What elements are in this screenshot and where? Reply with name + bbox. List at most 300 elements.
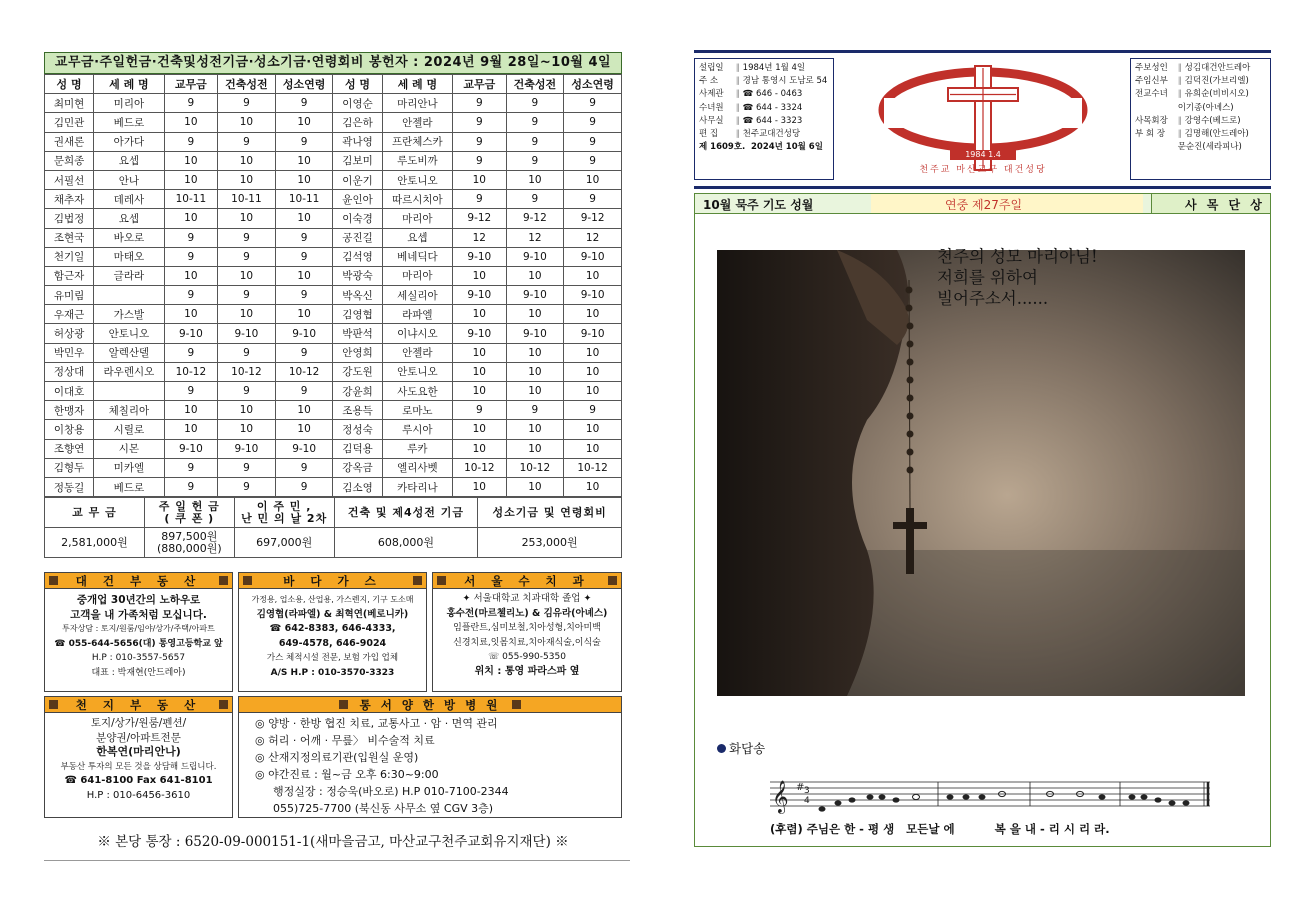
table-row [45,170,622,189]
table-cell: 9-10 [218,439,276,458]
table-cell: 10 [218,151,276,170]
table-cell: 9 [164,286,217,305]
table-cell: 10 [164,151,217,170]
table-cell: 9-10 [506,247,564,266]
table-cell: 10 [218,401,276,420]
table-cell: 10 [164,170,217,189]
ad-title: 서 울 수 치 과 [464,574,590,588]
table-cell: 함근자 [45,266,94,285]
info-line: 주보성인 ∥ 성김대건안드레아 [1135,63,1251,73]
column-header: 교무금 [164,75,217,94]
table-cell: 바오로 [94,228,165,247]
table-row [45,401,622,420]
summary-header-sunday: 주 일 헌 금 ( 쿠 폰 ) [144,498,234,528]
parish-bank-account: ※ 본당 통장 : 6520-09-000151-1(새마을금고, 마산교구천주교회유지재단) ※ [97,834,569,850]
table-cell: 10-12 [564,458,622,477]
table-cell: 9 [164,247,217,266]
table-cell: 9 [506,113,564,132]
table-cell: 박광숙 [333,266,382,285]
table-row [45,477,622,496]
prayer-line: 저희를 위하여 [937,268,1038,287]
header-bottom-rule [694,186,1271,189]
info-line: 수녀원 ∥ ☎ 644 - 3324 [699,102,803,113]
table-cell: 정동길 [45,477,94,496]
summary-header-building: 건축 및 제4성전 기금 [334,498,478,528]
column-header: 건축성전 [218,75,276,94]
table-cell: 9 [564,190,622,209]
info-line: 문순진(세라피나) [1177,142,1242,153]
table-cell: 로마노 [382,401,453,420]
table-cell: 권새론 [45,132,94,151]
table-cell: 10 [564,170,622,189]
table-cell: 안젤라 [382,343,453,362]
table-cell: 9 [506,132,564,151]
table-cell: 9-10 [564,286,622,305]
table-cell: 이대호 [45,382,94,401]
summary-value-building: 608,000원 [334,528,478,558]
table-cell: 김영협 [333,305,382,324]
table-cell: 9 [453,132,506,151]
table-cell: 9-10 [506,324,564,343]
table-cell: 김석영 [333,247,382,266]
table-cell: 9 [218,132,276,151]
table-cell: 9 [453,94,506,113]
table-cell: 9 [506,151,564,170]
table-cell: 서필선 [45,170,94,189]
table-cell: 김법정 [45,209,94,228]
info-line: 주임신부 ∥ 김덕진(가브리엘) [1135,76,1249,87]
table-cell: 9 [453,190,506,209]
column-header: 세 례 명 [94,75,165,94]
table-cell: 10 [275,305,333,324]
table-cell: 요셉 [94,209,165,228]
table-cell: 9 [275,94,333,113]
table-cell: 이영순 [333,94,382,113]
table-cell: 10 [275,113,333,132]
summary-header-vocation: 성소기금 및 연령회비 [478,498,622,528]
table-cell: 안젤라 [382,113,453,132]
table-cell: 데레사 [94,190,165,209]
table-cell: 10 [564,343,622,362]
table-cell: 10 [564,420,622,439]
ad-tongseo-hospital: 통 서 양 한 방 병 원 ◎ 양방 · 한방 협진 치료, 교통사고 · 암 · 면역 관리 ◎ 허리 · 어깨 · 무릎〉 비수술적 치료 ◎ 산재지정의료기관(입원실 운영) ◎ 야간진료 : 월~금 오후 6:30~9:00 행정실장 : 정승욱(바오로) H.P 010-7100-2344 055)725-7700 (북신동 사무소 옆 CGV 3층) [238,696,622,818]
info-line: 사목회장 ∥ 강영수(베드로) [1135,115,1241,126]
table-cell: 9 [218,458,276,477]
section-bar [695,194,1270,214]
info-line: 제 1609호. 2024년 10월 6일 [699,142,823,153]
table-cell: 9 [453,151,506,170]
table-cell: 10 [218,305,276,324]
marian-prayer [937,246,1098,309]
table-row [45,94,622,113]
ad-title: 바 다 가 스 [283,574,382,588]
table-cell: 10 [506,266,564,285]
table-row [45,286,622,305]
table-cell: 9-12 [564,209,622,228]
info-line: 부 회 장 ∥ 김명해(안드레아) [1135,129,1249,140]
table-cell: 9 [564,113,622,132]
table-cell: 9-10 [275,324,333,343]
ad-title: 대 건 부 동 산 [75,574,202,588]
table-cell: 9 [164,94,217,113]
table-cell: 9 [218,247,276,266]
table-cell: 10 [218,209,276,228]
table-cell: 10-12 [453,458,506,477]
table-cell: 요셉 [382,228,453,247]
table-cell: 9 [506,94,564,113]
ad-title: 천 지 부 동 산 [75,698,202,712]
table-cell: 9 [275,132,333,151]
table-cell: 가스발 [94,305,165,324]
table-cell: 김민관 [45,113,94,132]
table-cell: 베네딕다 [382,247,453,266]
table-cell: 10 [564,305,622,324]
table-cell: 10 [506,439,564,458]
svg-text:#: # [796,782,805,793]
table-cell: 10 [506,382,564,401]
psalm-sheet-music [770,774,1210,834]
table-cell: 9-10 [275,439,333,458]
parish-info-left [694,58,834,180]
table-cell: 유미림 [45,286,94,305]
table-cell: 10 [275,401,333,420]
table-cell: 10-12 [164,362,217,381]
svg-text:3: 3 [804,786,810,796]
table-cell: 공진길 [333,228,382,247]
table-cell: 라파엘 [382,305,453,324]
ad-seoul-dental: 서 울 수 치 과 ✦ 서울대학교 치과대학 졸업 ✦ 홍수전(마르첼리노) & 김유라(아녜스) 임플란트,심미보철,치아성형,치아미백 신경치료,잇몸치료,치아재식술,이식술 ☏ 055-990-5350 위치 : 통영 파라스파 옆 [432,572,622,692]
table-cell: 사도요한 [382,382,453,401]
table-cell: 허상광 [45,324,94,343]
table-cell: 엘리사벳 [382,458,453,477]
donor-table-header [45,75,622,94]
table-cell: 마리아 [382,209,453,228]
table-cell: 9-10 [164,439,217,458]
table-cell: 안토니오 [382,170,453,189]
table-cell: 따르시치아 [382,190,453,209]
table-cell: 최미현 [45,94,94,113]
table-row [45,132,622,151]
info-line: 사무실 ∥ ☎ 644 - 3323 [699,115,803,126]
summary-header-tithe: 교 무 금 [45,498,145,528]
table-cell: 10-12 [506,458,564,477]
table-row [45,439,622,458]
table-row [45,382,622,401]
table-cell: 김형두 [45,458,94,477]
table-cell: 10-11 [275,190,333,209]
table-cell: 9-12 [506,209,564,228]
table-cell: 10-12 [218,362,276,381]
table-cell: 10 [453,420,506,439]
ad-title: 통 서 양 한 방 병 원 [359,698,501,712]
info-line: 전교수녀 ∥ 유희순(비비시오) [1135,89,1249,100]
table-cell: 10 [564,362,622,381]
pastoral-reflection-box [694,193,1271,847]
table-cell: 10 [506,477,564,496]
table-cell: 10-11 [164,190,217,209]
column-header: 성소연령 [564,75,622,94]
table-cell: 시릴로 [94,420,165,439]
table-cell: 루도비까 [382,151,453,170]
table-cell: 미카엘 [94,458,165,477]
ad-bada-gas: 바 다 가 스 가정용, 업소용, 산업용, 가스렌지, 기구 도소매 김영협(라파엘) & 최혁연(베로니카) ☎ 642-8383, 646-4333, 649-4578, 646-9024 가스 체적시설 전문, 보험 가입 업체 A/S H.P : 010-3570-3323 [238,572,427,692]
table-cell: 9 [275,286,333,305]
table-cell: 9 [564,94,622,113]
logo-years: 1984 1.4 [965,150,1001,159]
donor-table [44,74,622,497]
table-cell: 박민우 [45,343,94,362]
table-cell: 10 [218,170,276,189]
table-cell: 10 [218,113,276,132]
table-cell: 9 [218,382,276,401]
table-cell: 9 [564,401,622,420]
table-cell: 9 [453,401,506,420]
summary-value-sunday: 897,500원 (880,000원) [144,528,234,558]
table-cell: 9 [218,228,276,247]
table-cell: 루카 [382,439,453,458]
table-cell: 10 [453,362,506,381]
rosary-prayer-photo [717,250,1245,696]
parish-info-right [1130,58,1271,180]
table-cell: 10 [218,266,276,285]
table-cell: 이냐시오 [382,324,453,343]
table-cell: 9 [218,94,276,113]
table-cell: 10 [275,266,333,285]
table-cell: 10 [506,362,564,381]
table-cell: 12 [564,228,622,247]
table-cell: 10 [275,420,333,439]
table-cell: 12 [453,228,506,247]
table-cell: 조현국 [45,228,94,247]
table-cell: 체칠리아 [94,401,165,420]
table-cell: 9 [218,477,276,496]
table-row [45,209,622,228]
table-row [45,190,622,209]
table-cell: 김덕용 [333,439,382,458]
table-cell: 안토니오 [382,362,453,381]
parish-logo [840,58,1126,180]
table-cell: 김은하 [333,113,382,132]
table-row [45,420,622,439]
table-cell: 한맹자 [45,401,94,420]
table-cell: 10-12 [275,362,333,381]
info-line: 사제관 ∥ ☎ 646 - 0463 [699,89,803,100]
svg-text:𝄞: 𝄞 [772,780,789,813]
column-header: 건축성전 [506,75,564,94]
table-cell: 정성숙 [333,420,382,439]
table-cell: 10-11 [218,190,276,209]
table-cell: 안영희 [333,343,382,362]
table-cell: 9 [506,190,564,209]
table-cell: 10 [164,209,217,228]
table-cell [94,382,165,401]
table-cell: 루시아 [382,420,453,439]
table-cell: 10 [164,401,217,420]
ad-cheonji-realty: 천 지 부 동 산 토지/상가/원룸/펜션/ 분양권/아파트전문 한복연(마리안나) 부동산 투자의 모든 것을 상담해 드립니다. ☎ 641-8100 Fax 641-8101 H.P : 010-6456-3610 [44,696,233,818]
table-cell: 10 [564,266,622,285]
table-cell: 9 [164,382,217,401]
table-cell: 9 [564,132,622,151]
table-cell: 10 [453,343,506,362]
ad-daegun-realty: 대 건 부 동 산 중개업 30년간의 노하우로 고객을 내 가족처럼 모십니다. 투자상담 : 토지/원룸/임야/상가/주택/아파트 ☎ 055-644-5656(대) 통영고등학교 앞 H.P : 010-3557-5657 대표 : 박재현(안드레아) [44,572,233,692]
table-cell: 9-10 [453,247,506,266]
info-line: 편 집 ∥ 천주교대건성당 [699,129,801,140]
offering-summary-table [44,497,622,558]
table-cell: 9 [218,343,276,362]
table-cell: 베드로 [94,113,165,132]
table-cell: 요셉 [94,151,165,170]
table-cell: 알렉산델 [94,343,165,362]
logo-parish-name: 천주교 마산교구 대건성당 [919,165,1047,175]
table-cell: 10 [506,343,564,362]
table-row [45,228,622,247]
bulletin-header [694,58,1271,186]
table-cell: 강도원 [333,362,382,381]
table-cell: 10 [506,170,564,189]
rosary-month-label: 10월 묵주 기도 성월 [703,198,814,212]
table-cell: 10 [275,170,333,189]
pastoral-reflection-heading: 사 목 단 상 [1185,198,1265,212]
table-cell: 10 [506,305,564,324]
table-cell: 시몬 [94,439,165,458]
table-cell: 9-10 [218,324,276,343]
table-cell: 마태오 [94,247,165,266]
table-cell: 9-10 [506,286,564,305]
table-cell: 9 [275,343,333,362]
table-cell: 9 [453,113,506,132]
table-row [45,113,622,132]
summary-header-migrants: 이 주 민 , 난 민 의 날 2차 [234,498,334,528]
table-cell: 10 [164,305,217,324]
table-cell: 안토니오 [94,324,165,343]
table-cell: 안나 [94,170,165,189]
column-header: 교무금 [453,75,506,94]
table-cell: 9 [275,228,333,247]
table-cell: 10 [564,477,622,496]
table-cell: 10 [164,420,217,439]
column-header: 성소연령 [275,75,333,94]
table-cell: 라우렌시오 [94,362,165,381]
table-cell: 10 [453,305,506,324]
svg-text:4: 4 [804,796,810,806]
table-cell: 9 [506,401,564,420]
table-cell: 10 [453,266,506,285]
table-cell: 9 [275,458,333,477]
table-cell: 10 [453,477,506,496]
bulletin-front-page [694,50,1271,847]
info-line: 이기종(아녜스) [1177,102,1234,113]
table-cell: 9 [275,247,333,266]
table-row [45,324,622,343]
table-cell: 9 [218,286,276,305]
table-cell: 10 [453,170,506,189]
table-row [45,305,622,324]
table-cell: 9 [275,382,333,401]
table-cell: 마리안나 [382,94,453,113]
table-cell: 세실리아 [382,286,453,305]
table-cell: 9-10 [564,247,622,266]
donor-list-title: 교무금·주일헌금·건축및성전기금·성소기금·연령회비 봉헌자 : 2024년 9월 28일~10월 4일 [44,52,622,74]
table-cell: 12 [506,228,564,247]
table-cell: 9 [275,477,333,496]
table-cell: 9-10 [453,286,506,305]
table-row [45,266,622,285]
table-cell: 조용득 [333,401,382,420]
table-row [45,151,622,170]
table-cell: 윤인아 [333,190,382,209]
prayer-line: 천주의 성모 마리아님! [937,247,1098,266]
summary-value-tithe: 2,581,000원 [45,528,145,558]
table-cell: 채추자 [45,190,94,209]
info-line: 주 소 ∥ 경남 통영시 도남로 54 [699,76,828,87]
table-cell: 이숙경 [333,209,382,228]
table-cell: 9-10 [453,324,506,343]
table-cell: 글라라 [94,266,165,285]
table-cell: 문희종 [45,151,94,170]
table-cell: 10 [164,113,217,132]
info-line: 설립일 ∥ 1984년 1월 4일 [699,63,806,73]
liturgical-week: 연중 제27주일 [945,198,1023,212]
table-cell: 강옥금 [333,458,382,477]
table-cell: 10 [218,420,276,439]
table-cell: 곽나영 [333,132,382,151]
table-cell: 9-10 [564,324,622,343]
table-cell: 미리아 [94,94,165,113]
table-cell [94,286,165,305]
table-cell: 9-12 [453,209,506,228]
table-cell: 10 [453,382,506,401]
column-header: 성 명 [333,75,382,94]
table-cell: 10 [506,420,564,439]
table-cell: 천기일 [45,247,94,266]
table-cell: 김보미 [333,151,382,170]
table-cell: 10 [453,439,506,458]
table-cell: 마리아 [382,266,453,285]
header-top-rule [694,50,1271,53]
table-cell: 프란체스카 [382,132,453,151]
table-cell: 9 [164,132,217,151]
responsorial-psalm-label: 화답송 [717,739,765,757]
table-cell: 카타리나 [382,477,453,496]
table-cell: 김소영 [333,477,382,496]
table-cell: 박옥신 [333,286,382,305]
table-cell: 정상대 [45,362,94,381]
table-cell: 9 [164,228,217,247]
table-cell: 9 [164,458,217,477]
table-cell: 아가다 [94,132,165,151]
table-cell: 이창용 [45,420,94,439]
table-cell: 9 [164,343,217,362]
bullet-icon [717,744,726,753]
table-row [45,247,622,266]
summary-value-vocation: 253,000원 [478,528,622,558]
psalm-lyrics: (후렴) 주님은 한 - 평 생 모든날 에 복 을 내 - 리 시 리 라. [770,822,1110,836]
table-cell: 9-10 [164,324,217,343]
table-cell: 베드로 [94,477,165,496]
table-cell: 조향연 [45,439,94,458]
table-row [45,362,622,381]
column-header: 성 명 [45,75,94,94]
donor-page [44,52,622,850]
ornamental-divider [44,853,630,861]
table-cell: 이운기 [333,170,382,189]
table-cell: 10 [275,209,333,228]
table-cell: 10 [564,439,622,458]
table-cell: 우재근 [45,305,94,324]
column-header: 세 례 명 [382,75,453,94]
table-cell: 10 [275,151,333,170]
table-cell: 10 [564,382,622,401]
